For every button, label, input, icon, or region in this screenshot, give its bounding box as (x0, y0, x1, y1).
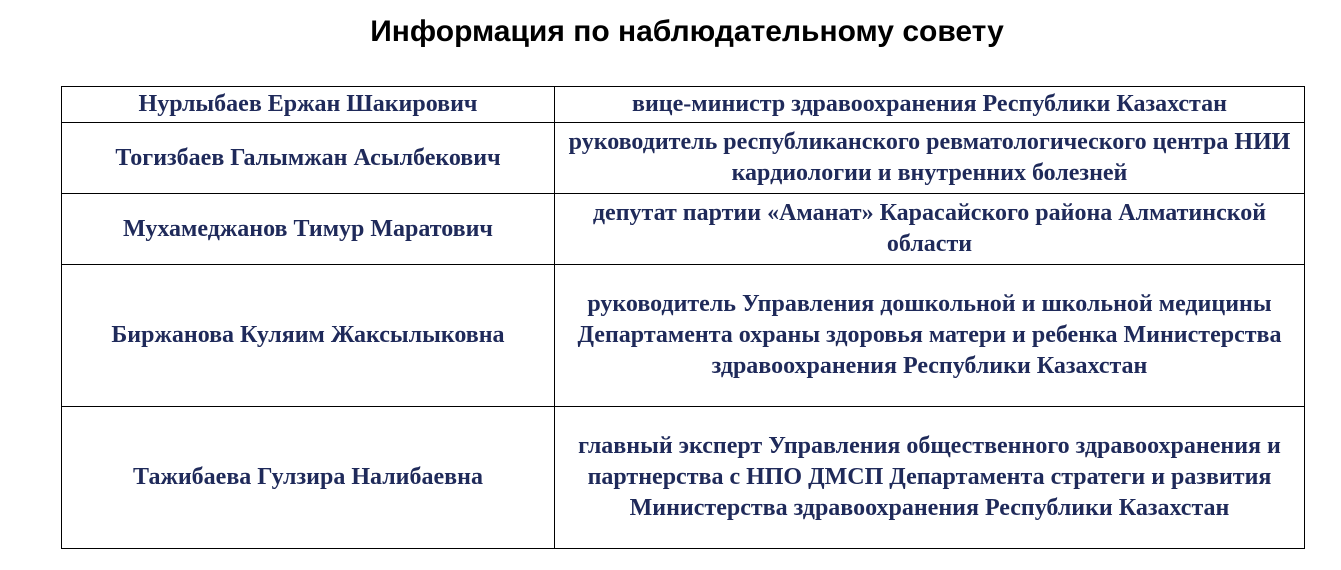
page-title: Информация по наблюдательному совету (370, 15, 1004, 48)
member-name: Мухамеджанов Тимур Маратович (62, 194, 555, 265)
member-position: руководитель Управления дошкольной и школьной медицины Департамента охраны здоровья матери и ребенка Министерства здравоохранения Республики Казахстан (555, 265, 1305, 407)
member-name: Тогизбаев Галымжан Асылбекович (62, 123, 555, 194)
member-position: депутат партии «Аманат» Карасайского района Алматинской области (555, 194, 1305, 265)
table-row (62, 407, 1305, 549)
member-name: Биржанова Куляим Жаксылыковна (62, 265, 555, 407)
member-position: вице-министр здравоохранения Республики Казахстан (555, 87, 1305, 123)
table-row (62, 123, 1305, 194)
table-row (62, 87, 1305, 123)
council-table (61, 86, 1305, 549)
member-name: Тажибаева Гулзира Налибаевна (62, 407, 555, 549)
member-position: главный эксперт Управления общественного здравоохранения и партнерства с НПО ДМСП Департамента стратеги и развития Министерства здравоохранения Республики Казахстан (555, 407, 1305, 549)
table-row (62, 194, 1305, 265)
member-name: Нурлыбаев Ержан Шакирович (62, 87, 555, 123)
table-row (62, 265, 1305, 407)
member-position: руководитель республиканского ревматологического центра НИИ кардиологии и внутренних болезней (555, 123, 1305, 194)
